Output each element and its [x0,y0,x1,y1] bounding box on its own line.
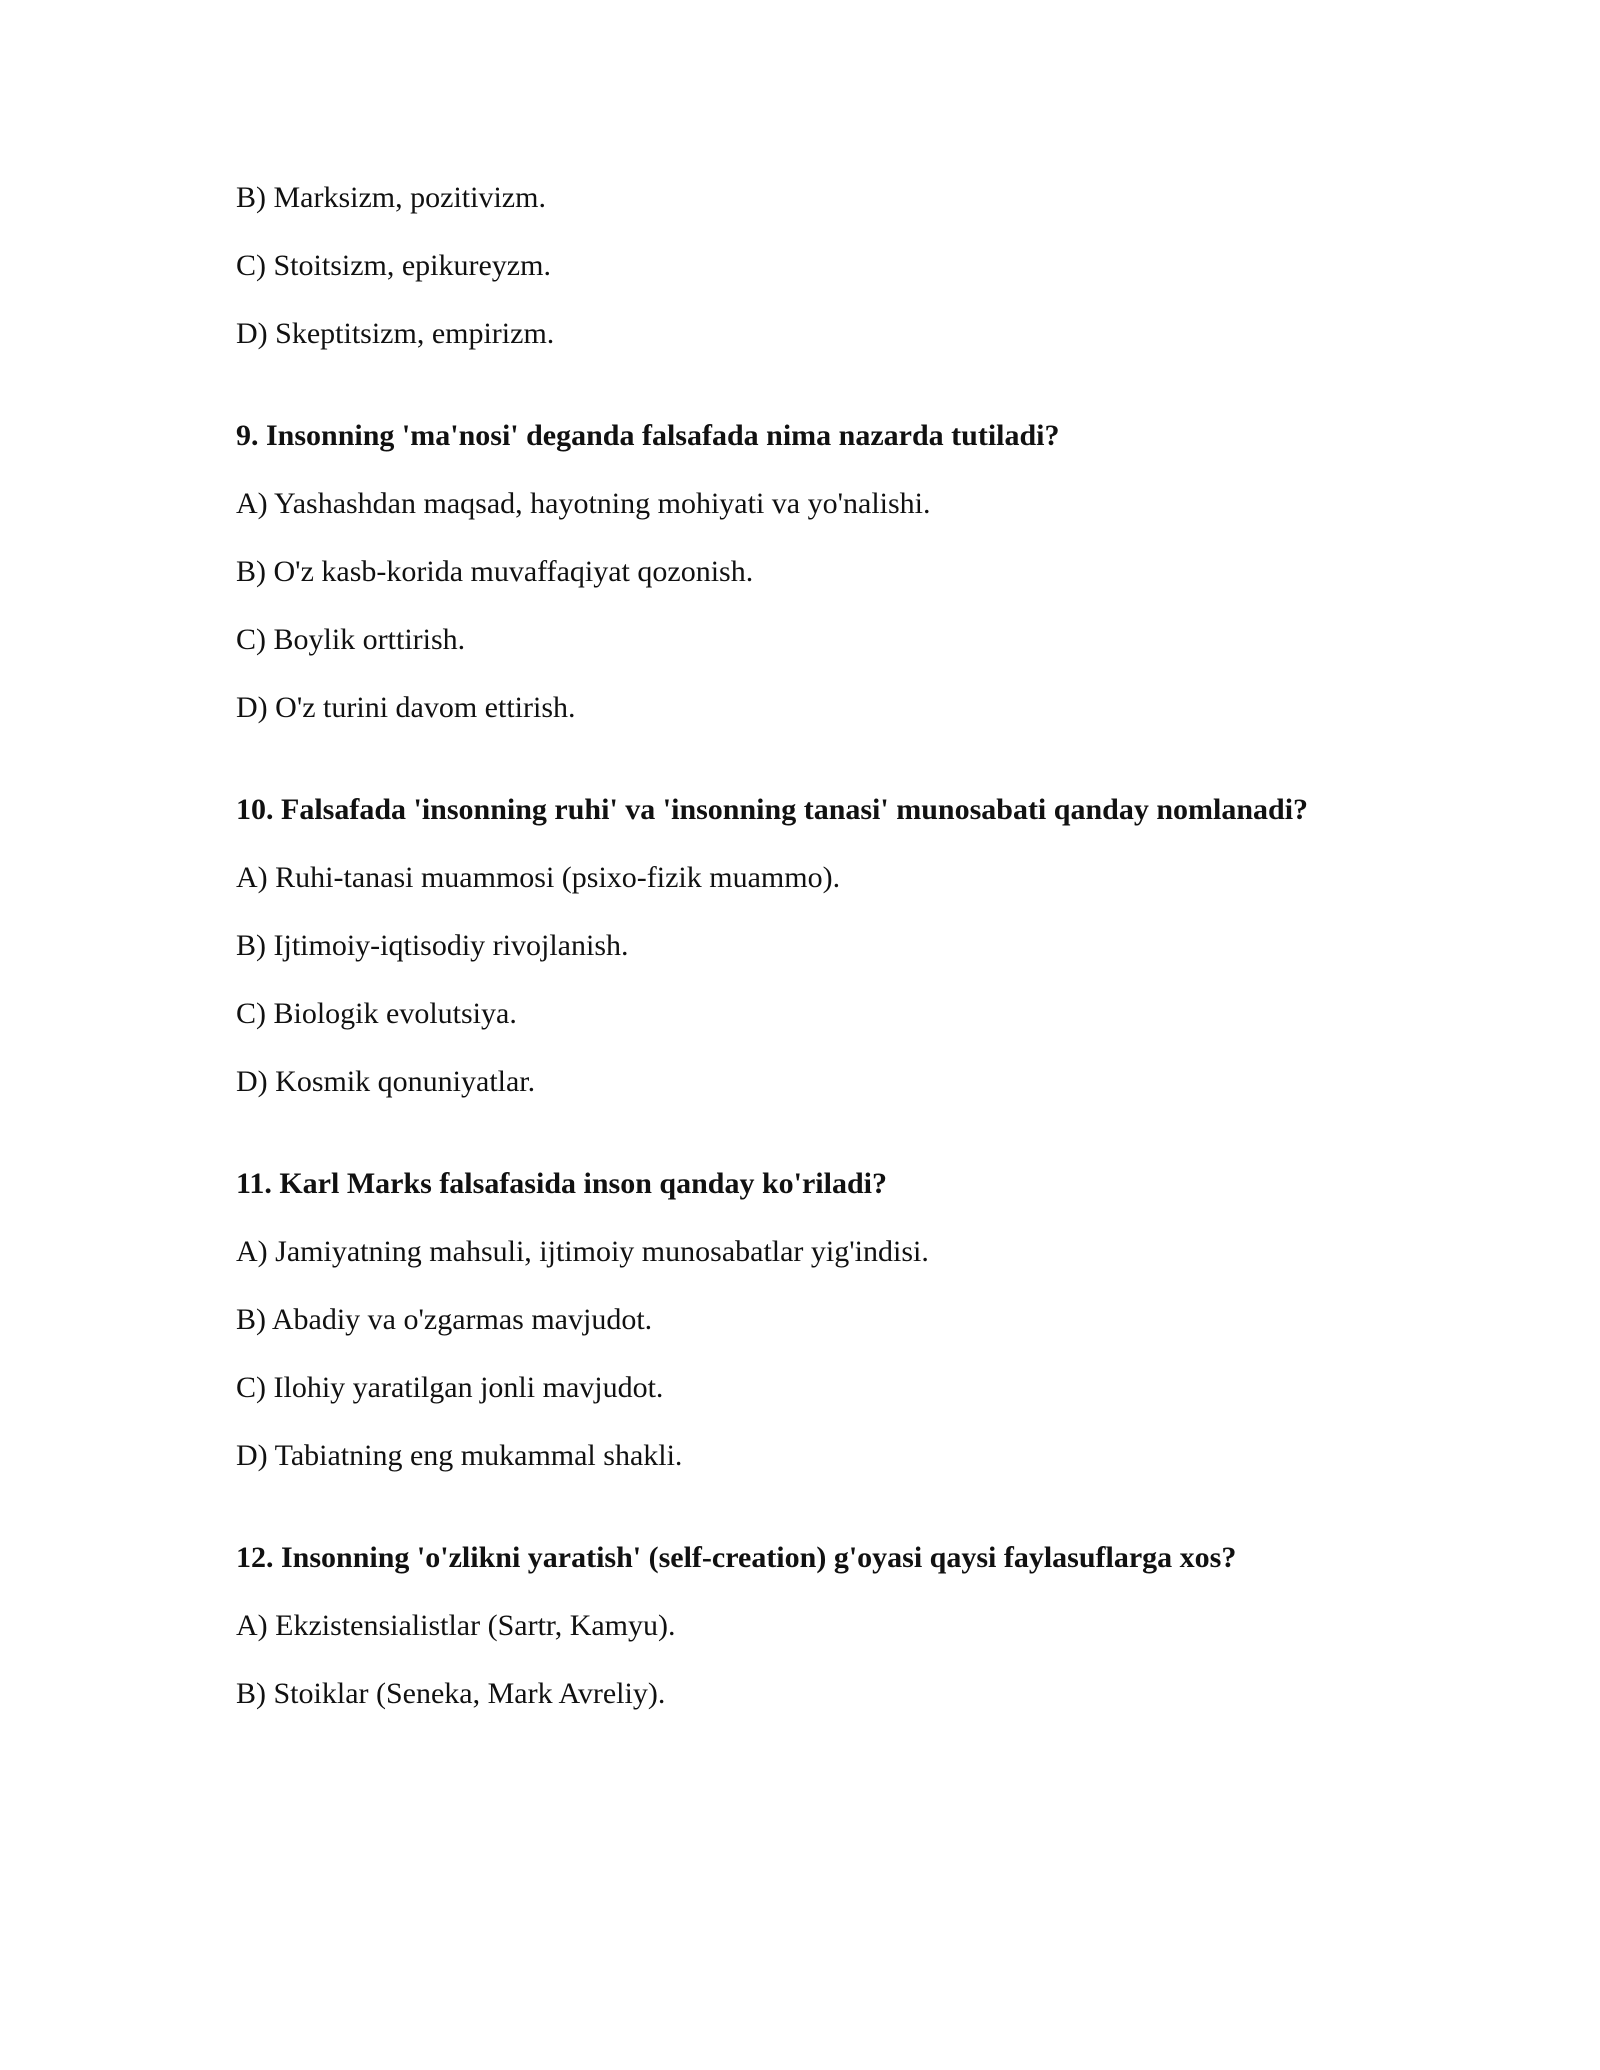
option-12-a: A) Ekzistensialistlar (Sartr, Kamyu). [236,1609,676,1642]
option-12-b: B) Stoiklar (Seneka, Mark Avreliy). [236,1677,666,1710]
option-11-a: A) Jamiyatning mahsuli, ijtimoiy munosabatlar yig'indisi. [236,1235,929,1268]
option-11-d: D) Tabiatning eng mukammal shakli. [236,1439,683,1472]
document-content [236,180,1476,1744]
option-11-b: B) Abadiy va o'zgarmas mavjudot. [236,1303,653,1336]
question-9-block [236,418,1476,726]
option-8-c: C) Stoitsizm, epikureyzm. [236,249,551,282]
question-8-continued-options [236,180,1476,352]
option-9-b: B) O'z kasb-korida muvaffaqiyat qozonish. [236,555,754,588]
option-11-c: C) Ilohiy yaratilgan jonli mavjudot. [236,1371,664,1404]
question-10-text: 10. Falsafada 'insonning ruhi' va 'insonning tanasi' munosabati qanday nomlanadi? [236,793,1309,826]
question-10-block [236,792,1476,1100]
question-11-text: 11. Karl Marks falsafasida inson qanday ko'riladi? [236,1167,887,1200]
option-8-b: B) Marksizm, pozitivizm. [236,181,546,214]
option-10-c: C) Biologik evolutsiya. [236,997,517,1030]
question-12-block [236,1540,1476,1712]
question-11-block [236,1166,1476,1474]
question-12-text: 12. Insonning 'o'zlikni yaratish' (self-creation) g'oyasi qaysi faylasuflarga xos? [236,1541,1237,1574]
option-10-b: B) Ijtimoiy-iqtisodiy rivojlanish. [236,929,629,962]
option-9-c: C) Boylik orttirish. [236,623,466,656]
option-9-a: A) Yashashdan maqsad, hayotning mohiyati va yo'nalishi. [236,487,931,520]
option-8-d: D) Skeptitsizm, empirizm. [236,317,555,350]
option-10-d: D) Kosmik qonuniyatlar. [236,1065,536,1098]
question-9-text: 9. Insonning 'ma'nosi' deganda falsafada nima nazarda tutiladi? [236,419,1060,452]
option-9-d: D) O'z turini davom ettirish. [236,691,576,724]
option-10-a: A) Ruhi-tanasi muammosi (psixo-fizik muammo). [236,861,841,894]
